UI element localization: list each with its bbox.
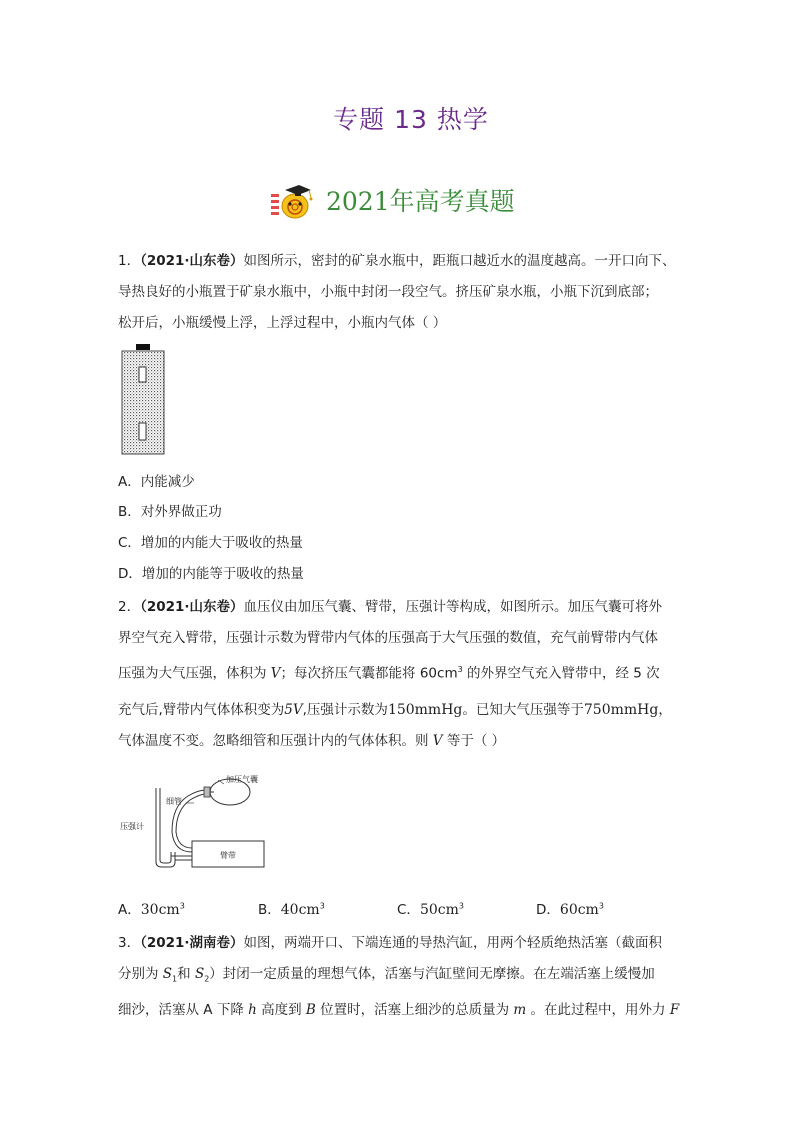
superscript: 3: [458, 901, 464, 911]
option-value: 50cm: [419, 902, 459, 918]
question-line: ）封闭一定质量的理想气体，活塞与汽缸壁间无摩擦。在左端活塞上缓慢加: [209, 966, 655, 982]
height-h: h: [248, 1001, 257, 1018]
option-value: 40cm: [280, 902, 320, 918]
option-d[interactable]: D．增加的内能等于吸收的热量: [118, 566, 304, 582]
option-d[interactable]: [536, 898, 604, 918]
option-value: 60cm: [559, 902, 599, 918]
volume-expr: 5V: [284, 702, 303, 718]
section-title: 2021年高考真题: [326, 187, 515, 216]
superscript: 3: [319, 901, 325, 911]
question-line: 和: [177, 966, 195, 982]
question-source: （2021·山东卷）: [140, 253, 244, 269]
option-c[interactable]: C．增加的内能大于吸收的热量: [118, 535, 303, 551]
subscript: 2: [204, 974, 210, 984]
question-line: 松开后，小瓶缓慢上浮，上浮过程中，小瓶内气体（ ）: [118, 315, 447, 331]
question-line: 位置时，活塞上细沙的总质量为: [315, 1001, 514, 1018]
superscript: 3: [179, 901, 185, 911]
question-line: 等于（ ）: [442, 733, 506, 749]
question-line: 充气后,臂带内气体体积变为: [118, 702, 285, 718]
mass-m: m: [513, 1001, 527, 1018]
question-source: （2021·湖南卷）: [140, 935, 244, 951]
superscript: 3: [457, 665, 463, 674]
question-2-text: [118, 592, 688, 690]
question-1-text: [118, 246, 688, 339]
subscript: 1: [172, 974, 178, 984]
question-line: 导热良好的小瓶置于矿泉水瓶中，小瓶中封闭一段空气。挤压矿泉水瓶，小瓶下沉到底部；: [118, 284, 658, 300]
bottle-figure: [118, 343, 168, 456]
option-b[interactable]: [258, 898, 325, 918]
question-line: 如图所示，密封的矿泉水瓶中，距瓶口越近水的温度越高。一开口向下、: [243, 253, 676, 269]
question-line: 气体温度不变。忽略细管和压强计内的气体体积。则: [118, 733, 433, 749]
question-line: ,压强计示数为: [302, 702, 388, 718]
option-a[interactable]: [118, 898, 185, 918]
question-line: ；每次挤压气囊都能将 60cm: [280, 665, 458, 682]
question-line: 。已知大气压强等于: [462, 702, 584, 718]
question-line: 高度到: [256, 1001, 306, 1018]
question-line: ，: [658, 702, 672, 718]
question-line: 如图，两端开口、下端连通的导热汽缸，用两个轻质绝热活塞（截面积: [243, 935, 663, 951]
bulb-label: 加压气囊: [226, 775, 258, 784]
option-label: D．: [536, 902, 560, 918]
question-number: 2．: [118, 599, 141, 615]
question-line: 压强为大气压强，体积为: [118, 665, 271, 682]
option-label: A．: [118, 902, 141, 918]
blood-pressure-figure: [118, 770, 278, 870]
gauge-label: 压强计: [120, 822, 144, 831]
superscript: 3: [598, 901, 604, 911]
question-2-text-cont: [118, 695, 688, 757]
option-label: B．: [258, 902, 281, 918]
cuff-label: 臂带: [220, 851, 236, 860]
question-line: 。在此过程中，用外力: [526, 1001, 670, 1018]
question-line: 分别为: [118, 966, 163, 982]
pressure-reading: 150mmHg: [387, 702, 463, 718]
section-heading: [268, 180, 515, 220]
page-title: 专题 13 热学: [333, 105, 489, 134]
question-number: 1．: [118, 253, 141, 269]
area-s1: S: [162, 966, 173, 982]
question-number: 3．: [118, 935, 141, 951]
tube-label: 细管: [166, 797, 182, 806]
option-label: C．: [397, 902, 420, 918]
option-b[interactable]: B．对外界做正功: [118, 504, 222, 520]
question-3-text: [118, 928, 688, 1026]
force-f: F: [669, 1001, 680, 1018]
option-value: 30cm: [140, 902, 180, 918]
position-b: B: [305, 1001, 316, 1018]
question-source: （2021·山东卷）: [140, 599, 244, 615]
option-a[interactable]: A．内能减少: [118, 474, 195, 490]
variable-v: V: [432, 733, 443, 749]
question-line: 血压仪由加压气囊、臂带，压强计等构成，如图所示。加压气囊可将外: [243, 599, 663, 615]
area-s2: S: [194, 966, 205, 982]
atmospheric-pressure: 750mmHg: [583, 702, 659, 718]
question-line: 的外界空气充入臂带中，经 5 次: [462, 665, 660, 682]
question-line: 界空气充入臂带，压强计示数为臂带内气体的压强高于大气压强的数值，充气前臂带内气体: [118, 630, 658, 646]
mascot-logo-icon: [268, 180, 318, 220]
variable-v: V: [270, 665, 281, 682]
option-c[interactable]: [397, 898, 464, 918]
question-line: 细沙，活塞从 A 下降: [118, 1001, 249, 1018]
